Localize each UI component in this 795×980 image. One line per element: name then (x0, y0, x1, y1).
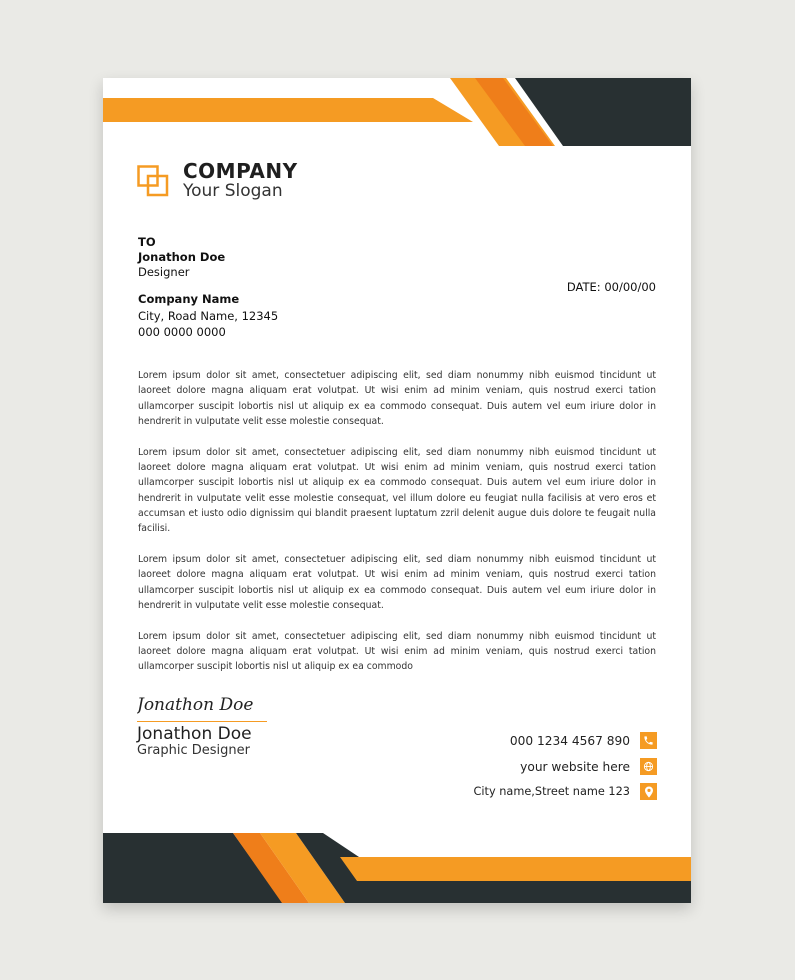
contact-address-text: City name,Street name 123 (473, 785, 630, 798)
globe-icon (640, 758, 657, 775)
phone-icon (640, 732, 657, 749)
recipient-company-name: Company Name (138, 292, 240, 306)
paragraph: Lorem ipsum dolor sit amet, consectetuer adipiscing elit, sed diam nonummy nibh euismod tincidunt ut laoreet dolore magna aliquam erat volutpat. Ut wisi enim ad minim veniam, quis nostrud exerci tation ullamcorper suscipit lobortis nisl ut aliquip ex ea commodo consequat. Duis autem vel eum iriure dolor in hendrerit in vulputate velit esse molestie consequat, vel illum dolore eu feugiat nulla facilisis at vero eros et accumsan et iusto odio dignissim qui blandit praesent luptatum zzril delenit augue duis dolore te feugait nulla facilisi. (138, 446, 656, 535)
signer-name: Jonathon Doe (137, 724, 252, 744)
header-decoration (103, 78, 691, 148)
brand (137, 160, 298, 201)
to-label: TO (138, 235, 156, 249)
recipient-block (138, 235, 225, 280)
company-name: COMPANY (183, 159, 298, 183)
paragraph: Lorem ipsum dolor sit amet, consectetuer adipiscing elit, sed diam nonummy nibh euismod tincidunt ut laoreet dolore magna aliquam erat volutpat. Ut wisi enim ad minim veniam, quis nostrud exerci tation ullamcorper suscipit lobortis nisl ut aliquip ex ea commodo consequat. Duis autem vel eum iriure dolor in hendrerit in vulputate velit esse molestie consequat. (138, 370, 656, 427)
contact-website (520, 758, 657, 775)
location-pin-icon (640, 783, 657, 800)
svg-text:Jonathon Doe: Jonathon Doe (137, 695, 254, 715)
recipient-company-block (138, 291, 278, 341)
letter-body (138, 368, 656, 690)
contact-website-text: your website here (520, 759, 630, 774)
paragraph: Lorem ipsum dolor sit amet, consectetuer adipiscing elit, sed diam nonummy nibh euismod tincidunt ut laoreet dolore magna aliquam erat volutpat. Ut wisi enim ad minim veniam, quis nostrud exerci tation ullamcorper suscipit lobortis nisl ut aliquip ex ea commodo consequat. Duis autem vel eum iriure dolor in hendrerit in vulputate velit esse molestie consequat. (138, 553, 656, 611)
letter-date: DATE: 00/00/00 (566, 280, 656, 294)
letterhead-sheet (103, 78, 691, 903)
paragraph: Lorem ipsum dolor sit amet, consectetuer adipiscing elit, sed diam nonummy nibh euismod tincidunt ut laoreet dolore magna aliquam erat volutpat. Ut wisi enim ad minim veniam, quis nostrud exerci tation ullamcorper suscipit lobortis nisl ut aliquip ex ea commodo (138, 630, 656, 673)
handwritten-signature (137, 686, 269, 722)
company-logo-icon (137, 165, 169, 197)
recipient-company-phone: 000 0000 0000 (138, 325, 226, 339)
recipient-name: Jonathon Doe (138, 250, 226, 264)
company-slogan: Your Slogan (183, 181, 283, 201)
recipient-role: Designer (138, 265, 190, 279)
signer-title: Graphic Designer (137, 743, 250, 758)
contact-phone (510, 732, 657, 749)
signature-underline (137, 721, 267, 722)
footer-decoration (103, 833, 691, 903)
contact-phone-text: 000 1234 4567 890 (509, 733, 630, 748)
contact-address (474, 783, 657, 800)
recipient-company-address: City, Road Name, 12345 (138, 308, 279, 323)
